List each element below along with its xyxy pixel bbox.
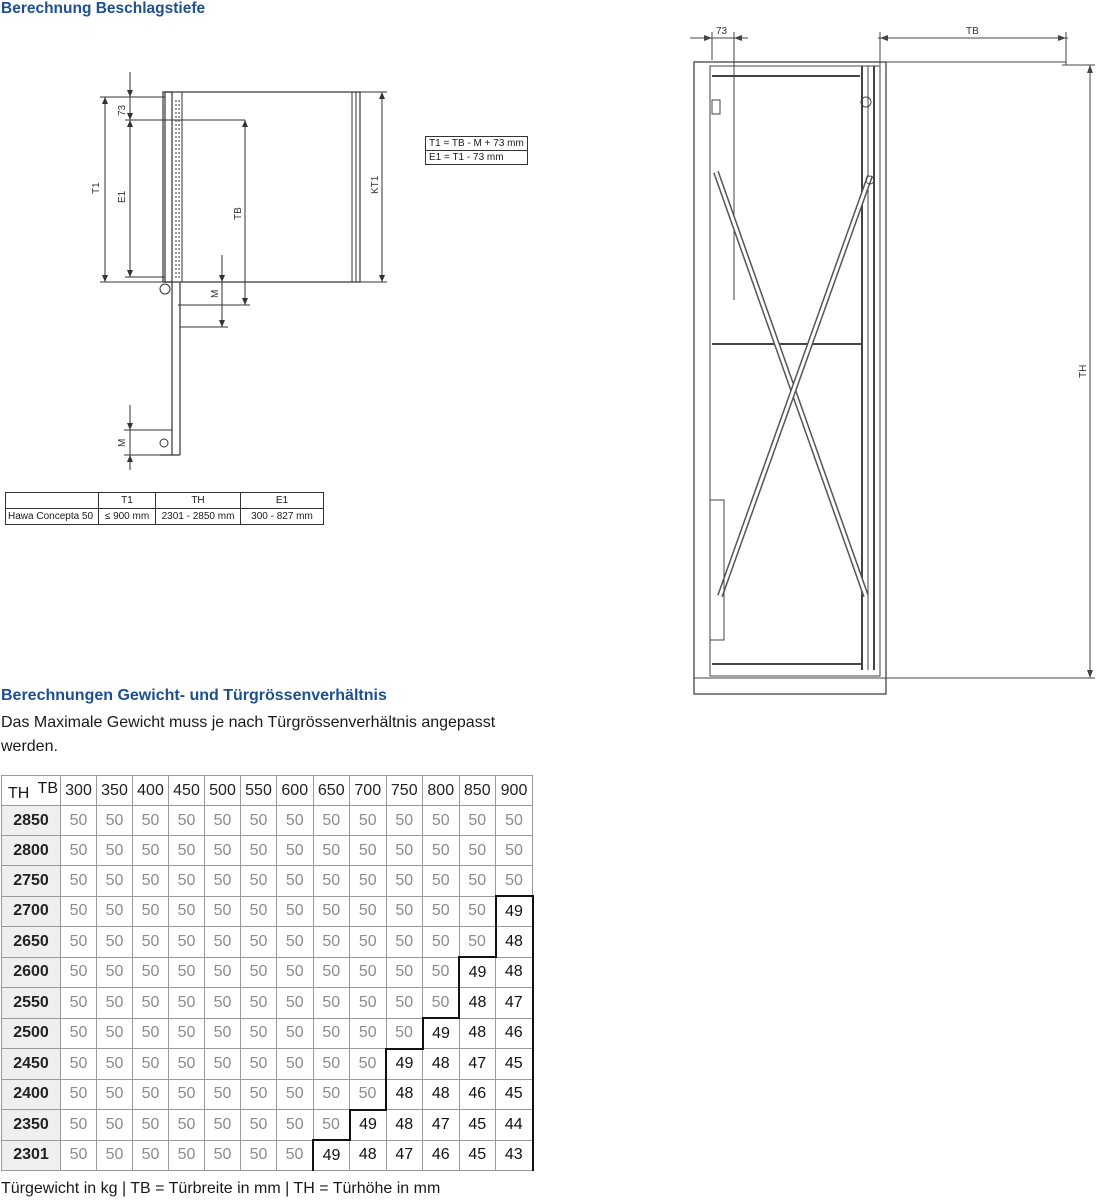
weight-cell: 50 [459,836,496,866]
weight-cell: 47 [423,1110,460,1141]
spec-header-th: TH [156,493,241,509]
weight-cell: 50 [133,896,169,927]
weight-cell: 50 [496,806,533,836]
weight-cell: 50 [350,896,387,927]
weight-cell: 50 [313,896,350,927]
weight-cell: 50 [169,927,205,958]
weight-cell: 50 [97,988,133,1019]
weight-cell: 50 [350,836,387,866]
weight-cell: 50 [459,927,496,958]
weight-cell: 50 [350,988,387,1019]
weight-cell: 44 [496,1110,533,1141]
section-intro: Das Maximale Gewicht muss je nach Türgrössenverhältnis angepasst werden. [1,714,496,755]
weight-cell: 48 [496,927,533,958]
weight-cell: 50 [97,1018,133,1049]
row-header: 2450 [2,1049,61,1080]
weight-cell: 50 [61,988,97,1019]
weight-cell: 48 [459,988,496,1019]
row-header: 2400 [2,1079,61,1110]
weight-cell: 50 [133,957,169,988]
weight-cell: 50 [241,1140,277,1171]
weight-cell: 50 [205,806,241,836]
weight-cell: 50 [205,1140,241,1171]
column-header: 700 [350,776,387,806]
weight-cell: 50 [241,866,277,897]
column-header: 800 [423,776,460,806]
weight-cell: 50 [133,1140,169,1171]
weight-cell: 50 [61,1079,97,1110]
weight-cell: 50 [313,1079,350,1110]
row-header: 2301 [2,1140,61,1171]
weight-cell: 50 [169,866,205,897]
weight-cell: 50 [313,927,350,958]
weight-cell: 50 [277,957,314,988]
spec-e1-value: 300 - 827 mm [241,509,324,525]
weight-cell: 50 [386,836,423,866]
weight-cell: 50 [459,896,496,927]
weight-cell: 45 [496,1049,533,1080]
weight-cell: 50 [133,866,169,897]
weight-cell: 49 [496,896,533,927]
weight-cell: 50 [241,927,277,958]
weight-cell: 45 [459,1140,496,1171]
weight-cell: 50 [205,988,241,1019]
dim-73-label: 73 [117,104,128,116]
table-row [2,1018,533,1049]
table-row [2,1049,533,1080]
weight-cell: 50 [169,1079,205,1110]
weight-cell: 50 [61,1049,97,1080]
weight-cell: 47 [496,988,533,1019]
weight-cell: 48 [350,1140,387,1171]
weight-cell: 50 [350,1049,387,1080]
weight-cell: 50 [97,1079,133,1110]
weight-cell: 50 [423,836,460,866]
table-row [2,927,533,958]
weight-cell: 50 [313,1049,350,1080]
weight-cell: 47 [386,1140,423,1171]
column-header: 600 [277,776,314,806]
weight-cell: 48 [423,1079,460,1110]
weight-cell: 50 [97,1110,133,1141]
weight-cell: 45 [459,1110,496,1141]
dim-tb-label: TB [233,207,244,220]
weight-cell: 50 [97,1049,133,1080]
weight-cell: 49 [350,1110,387,1141]
weight-cell: 50 [277,836,314,866]
weight-cell: 50 [97,927,133,958]
weight-cell: 50 [386,896,423,927]
weight-cell: 50 [205,957,241,988]
weight-cell: 50 [169,1049,205,1080]
weight-cell: 50 [313,806,350,836]
row-header: 2650 [2,927,61,958]
column-header: 400 [133,776,169,806]
weight-cell: 48 [496,957,533,988]
weight-cell: 50 [386,866,423,897]
row-header: 2750 [2,866,61,897]
weight-cell: 50 [277,896,314,927]
weight-cell: 50 [386,988,423,1019]
table-row [2,1140,533,1171]
weight-cell: 50 [423,927,460,958]
column-header: 450 [169,776,205,806]
weight-cell: 50 [277,927,314,958]
table-row [2,866,533,897]
weight-cell: 50 [277,1049,314,1080]
row-header: 2600 [2,957,61,988]
weight-cell: 50 [277,1079,314,1110]
row-header: 2350 [2,1110,61,1141]
table-row [2,806,533,836]
spec-th-value: 2301 - 2850 mm [156,509,241,525]
weight-cell: 50 [423,866,460,897]
weight-cell: 50 [61,866,97,897]
weight-cell: 50 [423,896,460,927]
weight-cell: 50 [205,836,241,866]
weight-cell: 50 [61,1110,97,1141]
weight-cell: 50 [169,1110,205,1141]
weight-cell: 50 [169,1140,205,1171]
weight-cell: 50 [169,806,205,836]
row-header: 2850 [2,806,61,836]
weight-cell: 50 [241,1049,277,1080]
column-header: 550 [241,776,277,806]
weight-cell: 50 [313,1018,350,1049]
column-header: 300 [61,776,97,806]
row-header: 2550 [2,988,61,1019]
weight-cell: 50 [277,1110,314,1141]
weight-cell: 50 [169,988,205,1019]
column-header: 500 [205,776,241,806]
table-footnote: Türgewicht in kg | TB = Türbreite in mm | TH = Türhöhe in mm [1,1180,441,1197]
weight-cell: 48 [386,1079,423,1110]
weight-cell: 50 [61,836,97,866]
section-title-depth: Berechnung Beschlagstiefe [1,0,206,17]
weight-cell: 50 [386,1018,423,1049]
weight-table-header [2,776,533,806]
spec-t1-value: ≤ 900 mm [99,509,156,525]
weight-cell: 50 [133,927,169,958]
weight-cell: 50 [350,1079,387,1110]
weight-cell: 50 [241,896,277,927]
weight-cell: 50 [97,957,133,988]
weight-cell: 50 [205,1018,241,1049]
weight-table-corner [2,776,61,806]
weight-cell: 50 [313,988,350,1019]
column-header: 650 [313,776,350,806]
weight-cell: 50 [205,1110,241,1141]
weight-cell: 50 [313,836,350,866]
weight-cell: 50 [97,866,133,897]
weight-cell: 50 [61,1140,97,1171]
corner-tb-label: TB [37,780,58,797]
table-row [2,1110,533,1141]
weight-cell: 50 [241,957,277,988]
table-row [2,988,533,1019]
weight-cell: 50 [97,806,133,836]
weight-cell: 50 [61,806,97,836]
dim-m-top-label: M [210,289,221,298]
weight-cell: 50 [169,1018,205,1049]
weight-cell: 50 [61,957,97,988]
weight-cell: 47 [459,1049,496,1080]
weight-cell: 50 [61,927,97,958]
weight-cell: 50 [423,806,460,836]
weight-cell: 46 [496,1018,533,1049]
weight-cell: 50 [169,896,205,927]
weight-cell: 50 [205,866,241,897]
weight-cell: 48 [423,1049,460,1080]
weight-cell: 50 [350,957,387,988]
dim-m-bottom-label: M [117,438,128,447]
weight-cell: 50 [459,866,496,897]
weight-cell: 50 [496,836,533,866]
weight-cell: 50 [241,988,277,1019]
weight-cell: 50 [241,1018,277,1049]
weight-cell: 50 [313,957,350,988]
weight-cell: 50 [277,1018,314,1049]
right-dim-th-label: TH [1078,364,1089,378]
weight-cell: 50 [459,806,496,836]
column-header: 350 [97,776,133,806]
weight-cell: 50 [350,866,387,897]
weight-cell: 50 [386,806,423,836]
weight-cell: 49 [386,1049,423,1080]
table-row [2,896,533,927]
weight-cell: 45 [496,1079,533,1110]
column-header: 900 [496,776,533,806]
weight-cell: 48 [386,1110,423,1141]
row-header: 2500 [2,1018,61,1049]
weight-cell: 49 [459,957,496,988]
weight-cell: 50 [350,806,387,836]
weight-cell: 50 [205,1049,241,1080]
weight-cell: 50 [133,1049,169,1080]
weight-cell: 50 [61,896,97,927]
weight-cell: 50 [423,988,460,1019]
weight-cell: 50 [241,806,277,836]
weight-cell: 50 [386,957,423,988]
column-header: 750 [386,776,423,806]
section-title-weight: Berechnungen Gewicht- und Türgrössenverhältnis [1,687,387,704]
weight-cell: 48 [459,1018,496,1049]
weight-cell: 49 [423,1018,460,1049]
dim-e1-label: E1 [117,190,128,203]
formula-e1: E1 = T1 - 73 mm [426,151,528,165]
weight-cell: 50 [277,806,314,836]
column-header: 850 [459,776,496,806]
weight-cell: 50 [169,836,205,866]
weight-cell: 50 [133,988,169,1019]
weight-cell: 50 [97,836,133,866]
weight-cell: 50 [313,866,350,897]
weight-cell: 50 [133,1079,169,1110]
weight-cell: 50 [386,927,423,958]
spec-product: Hawa Concepta 50 [6,509,99,525]
spec-header-e1: E1 [241,493,324,509]
weight-cell: 43 [496,1140,533,1171]
weight-cell: 50 [350,1018,387,1049]
row-header: 2700 [2,896,61,927]
weight-cell: 50 [313,1110,350,1141]
weight-cell: 50 [169,957,205,988]
dim-kt1-label: KT1 [370,175,381,194]
weight-cell: 50 [97,1140,133,1171]
row-header: 2800 [2,836,61,866]
weight-cell: 50 [277,866,314,897]
weight-cell: 50 [133,836,169,866]
table-row [2,1079,533,1110]
weight-cell: 46 [459,1079,496,1110]
formula-t1: T1 = TB - M + 73 mm [426,137,528,151]
weight-table [1,775,534,1171]
weight-cell: 50 [97,896,133,927]
right-dim-73-label: 73 [716,26,728,37]
weight-cell: 50 [277,1140,314,1171]
table-row [2,836,533,866]
weight-cell: 50 [241,1110,277,1141]
weight-cell: 50 [61,1018,97,1049]
weight-cell: 50 [133,806,169,836]
weight-cell: 50 [496,866,533,897]
right-dim-tb-label: TB [966,26,979,37]
weight-cell: 50 [241,1079,277,1110]
weight-cell: 49 [313,1140,350,1171]
weight-cell: 50 [350,927,387,958]
weight-cell: 50 [205,1079,241,1110]
weight-cell: 50 [205,927,241,958]
weight-cell: 50 [423,957,460,988]
corner-th-label: TH [8,785,30,802]
weight-cell: 46 [423,1140,460,1171]
weight-cell: 50 [133,1018,169,1049]
table-row [2,957,533,988]
spec-header-t1: T1 [99,493,156,509]
weight-cell: 50 [277,988,314,1019]
weight-cell: 50 [133,1110,169,1141]
weight-cell: 50 [241,836,277,866]
dim-t1-label: T1 [91,182,102,194]
weight-cell: 50 [205,896,241,927]
